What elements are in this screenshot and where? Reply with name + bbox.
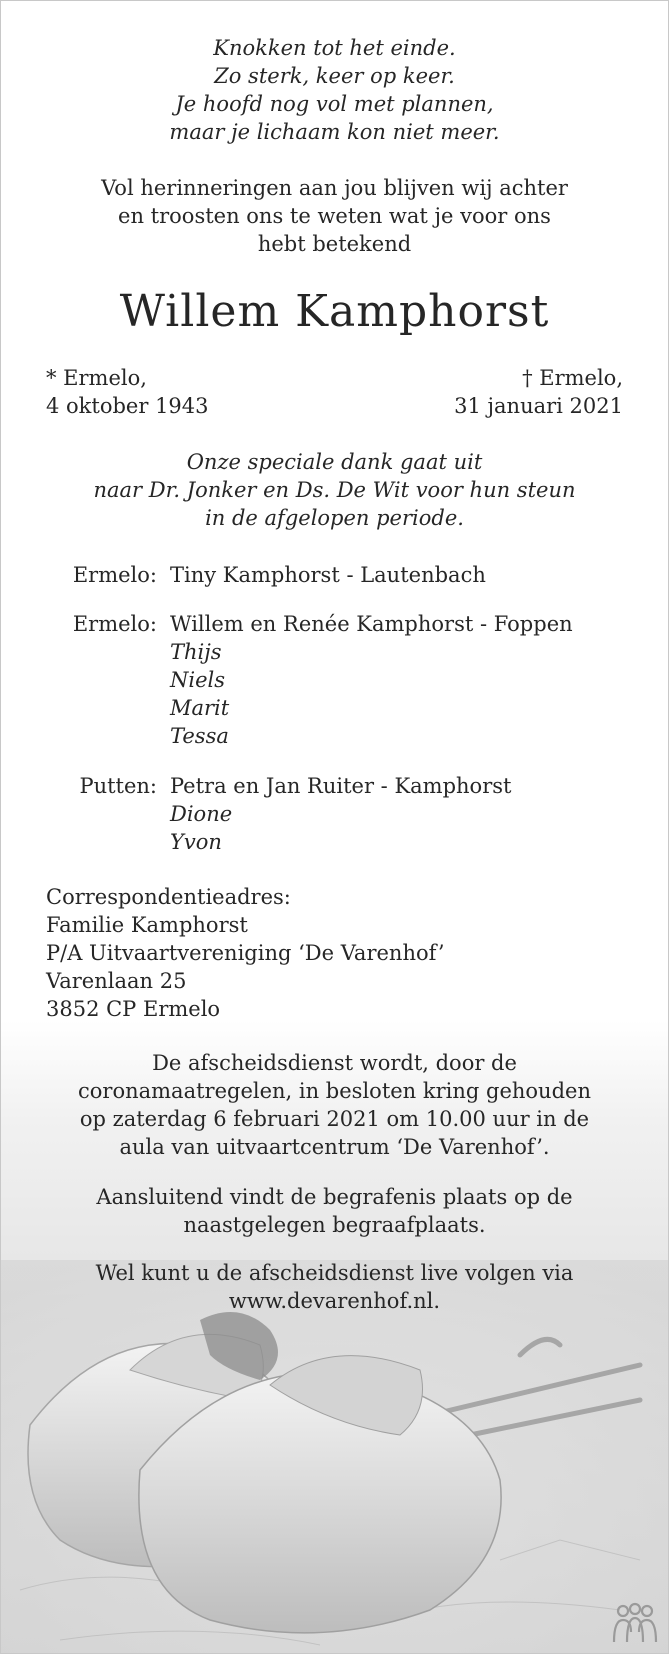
birth-date: 4 oktober 1943 bbox=[46, 394, 209, 418]
family-place: Ermelo: bbox=[72, 563, 157, 587]
family-names: Tiny Kamphorst - Lautenbach bbox=[170, 563, 486, 587]
livestream-line: Wel kunt u de afscheidsdienst live volgen via bbox=[95, 1261, 574, 1285]
thanks-line: in de afgelopen periode. bbox=[205, 506, 464, 530]
family-names: Willem en Renée Kamphorst - Foppen bbox=[170, 612, 573, 636]
birth-info bbox=[46, 364, 209, 420]
burial-text bbox=[0, 1183, 669, 1239]
poem-line: maar je lichaam kon niet meer. bbox=[169, 120, 500, 144]
burial-line: Aansluitend vindt de begrafenis plaats op de bbox=[96, 1185, 573, 1209]
deceased-name: Willem Kamphorst bbox=[119, 286, 550, 337]
poem bbox=[0, 34, 669, 146]
family-place: Putten: bbox=[79, 774, 157, 798]
address-line: P/A Uitvaartvereniging ‘De Varenhof’ bbox=[46, 941, 445, 965]
livestream-url: www.devarenhof.nl. bbox=[228, 1289, 441, 1313]
family-place: Ermelo: bbox=[72, 612, 157, 636]
address-line: Familie Kamphorst bbox=[46, 913, 248, 937]
poem-line: Zo sterk, keer op keer. bbox=[214, 64, 455, 88]
family-names-block bbox=[170, 610, 573, 750]
burial-line: naastgelegen begraafplaats. bbox=[183, 1213, 486, 1237]
service-line: op zaterdag 6 februari 2021 om 10.00 uur in de bbox=[79, 1107, 590, 1131]
poem-line: Knokken tot het einde. bbox=[213, 36, 456, 60]
wooden-clogs-on-ice-image bbox=[0, 1260, 669, 1654]
grandchild-name: Marit bbox=[170, 696, 230, 720]
poem-line: Je hoofd nog vol met plannen, bbox=[175, 92, 494, 116]
memory-line: Vol herinneringen aan jou blijven wij achter bbox=[101, 176, 568, 200]
family-names-block bbox=[170, 561, 486, 589]
grandchild-name: Dione bbox=[170, 802, 233, 826]
family-names: Petra en Jan Ruiter - Kamphorst bbox=[170, 774, 512, 798]
memory-line: hebt betekend bbox=[257, 232, 412, 256]
service-line: aula van uitvaartcentrum ‘De Varenhof’. bbox=[119, 1135, 550, 1159]
memory-text bbox=[0, 174, 669, 258]
death-place: † Ermelo, bbox=[522, 366, 623, 390]
service-line: coronamaatregelen, in besloten kring gehouden bbox=[78, 1079, 591, 1103]
thanks-text bbox=[0, 448, 669, 532]
address-line: 3852 CP Ermelo bbox=[46, 997, 221, 1021]
livestream-text bbox=[0, 1259, 669, 1315]
birth-place: * Ermelo, bbox=[46, 366, 147, 390]
family-names-block bbox=[170, 772, 511, 856]
thanks-line: naar Dr. Jonker en Ds. De Wit voor hun steun bbox=[93, 478, 576, 502]
memory-line: en troosten ons te weten wat je voor ons bbox=[118, 204, 551, 228]
death-date: 31 januari 2021 bbox=[454, 394, 623, 418]
grandchild-name: Tessa bbox=[170, 724, 229, 748]
people-logo-icon bbox=[611, 1602, 659, 1646]
service-text bbox=[0, 1049, 669, 1161]
grandchild-name: Yvon bbox=[170, 830, 222, 854]
death-info bbox=[454, 364, 623, 420]
grandchild-name: Thijs bbox=[170, 640, 222, 664]
grandchild-name: Niels bbox=[170, 668, 226, 692]
address-line: Correspondentieadres: bbox=[46, 885, 291, 909]
address-line: Varenlaan 25 bbox=[46, 969, 187, 993]
thanks-line: Onze speciale dank gaat uit bbox=[186, 450, 483, 474]
service-line: De afscheidsdienst wordt, door de bbox=[152, 1051, 517, 1075]
correspondence-address bbox=[46, 883, 445, 1023]
